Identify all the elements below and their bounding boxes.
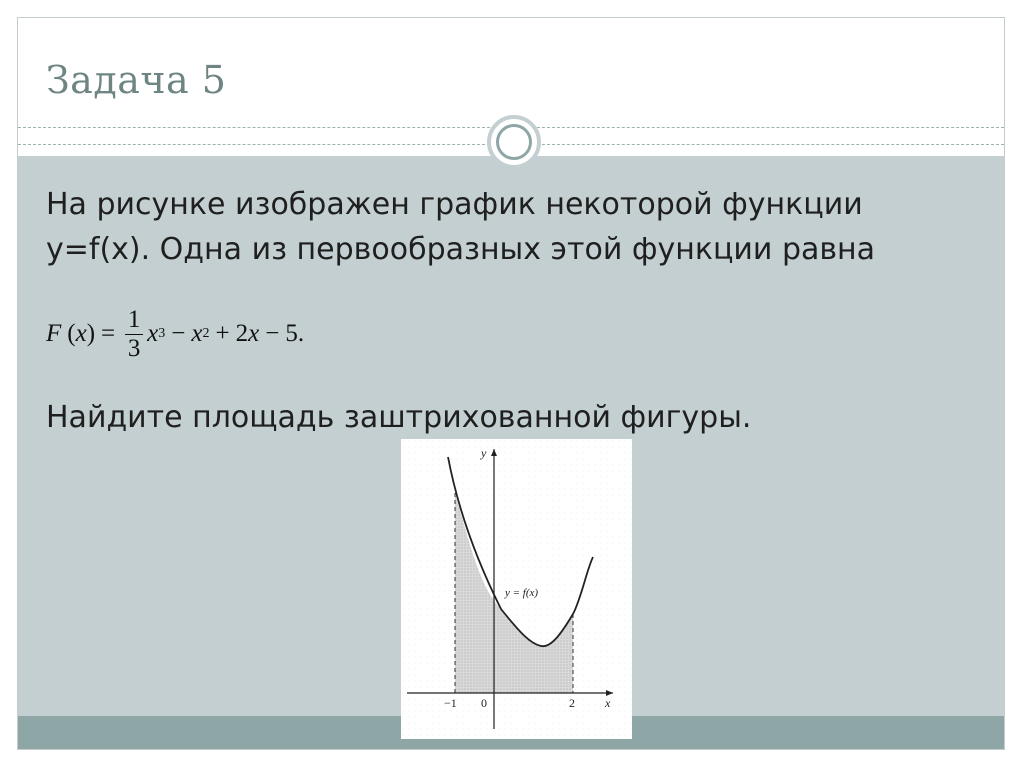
problem-text-line-1: На рисунке изображен график некоторой функции (46, 187, 863, 222)
x-axis-label: x (605, 696, 611, 710)
formula-power-3: 3 (158, 326, 166, 341)
formula-fraction-denominator: 3 (127, 334, 141, 362)
circle-ornament-icon (487, 115, 541, 169)
formula-coefficient: 2 (235, 320, 249, 347)
formula-x-arg: x (75, 320, 87, 347)
problem-text-line-2: y=f(x). Одна из первообразных этой функции равна (46, 232, 876, 267)
formula-close-paren: ) (86, 320, 96, 347)
problem-question: Найдите площадь заштрихованной фигуры. (46, 400, 752, 435)
tick-label-2: 2 (569, 696, 575, 710)
tick-label-0: 0 (481, 696, 487, 710)
slide (17, 17, 1005, 750)
formula-fraction (125, 306, 143, 363)
formula-plus: + (215, 320, 230, 347)
formula-x-linear: x (248, 320, 260, 347)
curve-label: y = f(x) (505, 587, 539, 599)
tick-label-neg1: −1 (444, 696, 457, 710)
formula-constant: 5. (285, 320, 305, 347)
circle-ornament-inner (496, 124, 532, 160)
formula-F: F (46, 320, 62, 347)
formula-x-cubed: x (147, 320, 159, 347)
formula-fraction-numerator: 1 (127, 305, 141, 333)
y-axis-label: y (481, 446, 487, 460)
formula-x-squared: x (191, 320, 203, 347)
formula-minus: − (171, 320, 186, 347)
slide-title: Задача 5 (46, 58, 227, 102)
formula-power-2: 2 (202, 326, 210, 341)
function-graph-svg (401, 439, 632, 739)
formula-open-paren: ( (67, 320, 76, 347)
formula-equals: = (101, 320, 116, 347)
antiderivative-formula (46, 294, 304, 374)
formula-minus-2: − (265, 320, 280, 347)
function-graph-figure (401, 439, 632, 739)
